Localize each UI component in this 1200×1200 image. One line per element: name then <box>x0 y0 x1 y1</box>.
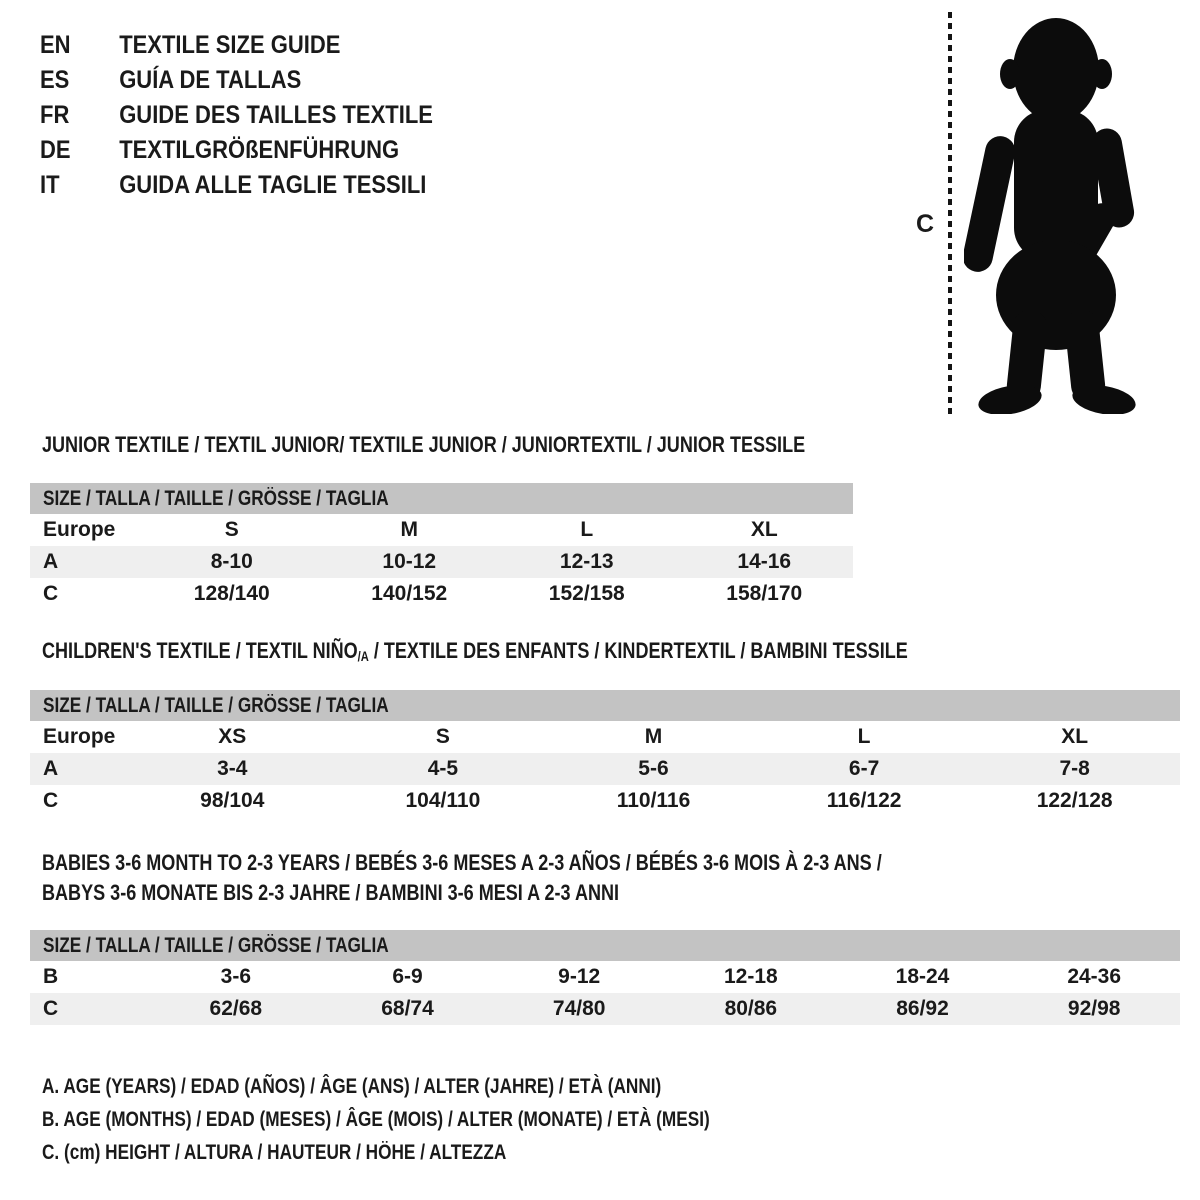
language-row-it <box>40 168 487 203</box>
table-row-height <box>30 993 1180 1025</box>
legend-line-c <box>42 1136 856 1169</box>
height-cell: 152/158 <box>548 582 625 605</box>
junior-size-table <box>30 483 853 610</box>
guide-title: GUÍA DE TALLAS <box>119 66 302 94</box>
guide-title: TEXTILGRÖßENFÜHRUNG <box>119 136 400 164</box>
legend <box>42 1070 856 1169</box>
children-section-title <box>42 639 1098 669</box>
language-row-es <box>40 63 487 98</box>
table-row-age <box>30 546 853 578</box>
height-cell: 140/152 <box>371 582 448 605</box>
size-cell: XS <box>218 725 247 748</box>
size-header-text: SIZE / TALLA / TAILLE / GRÖSSE / TAGLIA <box>43 487 389 510</box>
height-cell: 128/140 <box>193 582 270 605</box>
language-code: ES <box>40 66 70 94</box>
children-size-header-bar <box>30 690 1180 721</box>
table-row-months <box>30 961 1180 993</box>
junior-section-title <box>42 433 973 457</box>
table-row-europe <box>30 514 853 546</box>
row-label: Europe <box>43 725 116 748</box>
junior-size-header-bar <box>30 483 853 514</box>
language-title-list <box>40 28 487 203</box>
height-cell: 68/74 <box>381 997 434 1020</box>
size-header-text: SIZE / TALLA / TAILLE / GRÖSSE / TAGLIA <box>43 694 389 717</box>
months-cell: 24-36 <box>1067 965 1122 988</box>
children-size-table <box>30 690 1180 817</box>
age-cell: 6-7 <box>848 757 880 780</box>
size-cell: S <box>224 518 239 541</box>
height-cell: 116/122 <box>826 789 902 812</box>
age-cell: 5-6 <box>638 757 669 780</box>
table-row-europe <box>30 721 1180 753</box>
legend-line-a-text: A. AGE (YEARS) / EDAD (AÑOS) / ÂGE (ANS) / ALTER (JAHRE) / ETÀ (ANNI) <box>42 1075 662 1098</box>
height-cell: 80/86 <box>724 997 778 1020</box>
children-title-post: / TEXTILE DES ENFANTS / KINDERTEXTIL / BAMBINI TESSILE <box>368 638 908 663</box>
babies-section-title-line2 <box>42 881 746 905</box>
guide-title: TEXTILE SIZE GUIDE <box>119 31 341 59</box>
row-label: C <box>43 582 59 605</box>
height-cell: 104/110 <box>405 789 481 812</box>
language-row-en <box>40 28 487 63</box>
size-header-text: SIZE / TALLA / TAILLE / GRÖSSE / TAGLIA <box>43 934 389 957</box>
age-cell: 14-16 <box>737 550 792 573</box>
row-label: C <box>43 789 59 812</box>
row-label: A <box>43 550 59 573</box>
size-cell: L <box>580 518 594 541</box>
size-cell: L <box>857 725 871 748</box>
height-cell: 86/92 <box>896 997 949 1020</box>
table-row-age <box>30 753 1180 785</box>
babies-size-header-bar <box>30 930 1180 961</box>
height-cell: 92/98 <box>1067 997 1121 1020</box>
size-cell: M <box>400 518 418 541</box>
guide-title: GUIDE DES TAILLES TEXTILE <box>119 101 433 129</box>
babies-section-title-line1 <box>42 851 1066 875</box>
table-row-height <box>30 785 1180 817</box>
babies-title-line2-text: BABYS 3-6 MONATE BIS 2-3 JAHRE / BAMBINI 3-6 MESI A 2-3 ANNI <box>42 880 620 905</box>
height-measure-label: C <box>916 210 935 238</box>
age-cell: 12-13 <box>559 550 614 573</box>
age-cell: 7-8 <box>1059 757 1090 780</box>
row-label: A <box>43 757 59 780</box>
language-row-fr <box>40 98 487 133</box>
language-code: IT <box>40 171 60 199</box>
legend-line-a <box>42 1070 856 1103</box>
age-cell: 3-4 <box>217 757 248 780</box>
months-cell: 9-12 <box>558 965 601 988</box>
children-title-sub: /A <box>357 649 369 664</box>
size-cell: S <box>435 725 450 748</box>
height-cell: 110/116 <box>616 789 691 812</box>
language-row-de <box>40 133 487 168</box>
legend-line-b <box>42 1103 856 1136</box>
height-cell: 122/128 <box>1036 789 1113 812</box>
language-code: EN <box>40 31 71 59</box>
toddler-silhouette-icon <box>964 10 1140 414</box>
height-dotted-line <box>948 12 952 416</box>
legend-line-c-text: C. (cm) HEIGHT / ALTURA / HAUTEUR / HÖHE / ALTEZZA <box>42 1141 507 1164</box>
height-cell: 74/80 <box>552 997 606 1020</box>
size-cell: XL <box>750 518 778 541</box>
age-cell: 10-12 <box>382 550 437 573</box>
months-cell: 18-24 <box>895 965 950 988</box>
language-code: FR <box>40 101 70 129</box>
guide-title: GUIDA ALLE TAGLIE TESSILI <box>119 171 427 199</box>
babies-title-line1-text: BABIES 3-6 MONTH TO 2-3 YEARS / BEBÉS 3-6 MESES A 2-3 AÑOS / BÉBÉS 3-6 MOIS À 2-3 ANS / <box>42 850 882 875</box>
babies-size-table <box>30 930 1180 1025</box>
months-cell: 6-9 <box>392 965 423 988</box>
size-cell: M <box>644 725 663 748</box>
table-row-height <box>30 578 853 610</box>
height-cell: 98/104 <box>200 789 265 812</box>
legend-line-b-text: B. AGE (MONTHS) / EDAD (MESES) / ÂGE (MOIS) / ALTER (MONATE) / ETÀ (MESI) <box>42 1108 710 1131</box>
row-label: C <box>43 997 59 1020</box>
height-cell: 62/68 <box>209 997 263 1020</box>
children-section-title-text <box>42 639 908 669</box>
size-cell: XL <box>1061 725 1089 748</box>
height-cell: 158/170 <box>726 582 803 605</box>
months-cell: 3-6 <box>220 965 252 988</box>
age-cell: 8-10 <box>210 550 253 573</box>
children-title-pre: CHILDREN'S TEXTILE / TEXTIL NIÑO <box>42 638 358 663</box>
age-cell: 4-5 <box>427 757 459 780</box>
language-code: DE <box>40 136 71 164</box>
months-cell: 12-18 <box>723 965 778 988</box>
junior-section-title-text: JUNIOR TEXTILE / TEXTIL JUNIOR/ TEXTILE JUNIOR / JUNIORTEXTIL / JUNIOR TESSILE <box>42 432 806 457</box>
row-label: Europe <box>43 518 116 541</box>
row-label: B <box>43 965 59 988</box>
